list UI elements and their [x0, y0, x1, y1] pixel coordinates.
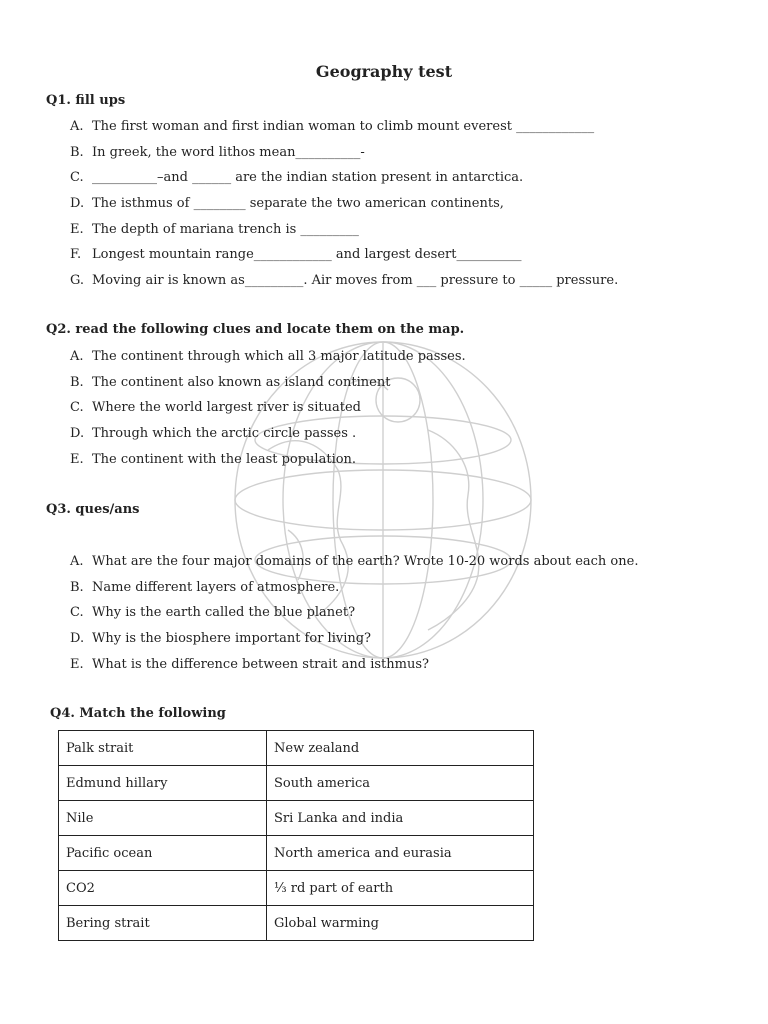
item-label: A. — [70, 554, 84, 569]
table-cell: Pacific ocean — [59, 836, 267, 871]
table-cell: Global warming — [267, 906, 534, 941]
item-text: What are the four major domains of the earth? Wrote 10-20 words about each one. — [92, 554, 639, 569]
item-text: The depth of mariana trench is _________ — [92, 221, 359, 237]
item-text: Why is the earth called the blue planet? — [92, 605, 356, 621]
table-cell: Sri Lanka and india — [267, 801, 534, 836]
table-cell: CO2 — [59, 871, 267, 906]
q2-heading: Q2. read the following clues and locate them on the map. — [46, 322, 465, 337]
item-label: G. — [70, 273, 85, 289]
table-cell: ⅓ rd part of earth — [267, 871, 534, 906]
table-cell: Bering strait — [59, 906, 267, 941]
item-text: Longest mountain range____________ and largest desert__________ — [92, 247, 522, 263]
table-row — [59, 766, 534, 801]
item-label: D. — [70, 426, 85, 442]
item-text: The continent through which all 3 major latitude passes. — [92, 349, 466, 364]
item-label: E. — [70, 221, 84, 237]
item-text: Where the world largest river is situated — [92, 400, 361, 416]
table-cell: Edmund hillary — [59, 766, 267, 801]
item-label: B. — [70, 374, 84, 390]
table-cell: North america and eurasia — [267, 836, 534, 871]
item-text: Why is the biosphere important for living? — [92, 631, 372, 647]
table-row — [59, 731, 534, 766]
page-title: Geography test — [315, 62, 453, 81]
item-label: D. — [70, 631, 85, 647]
item-label: C. — [70, 400, 84, 416]
item-text: Name different layers of atmosphere. — [92, 579, 340, 595]
item-label: F. — [70, 247, 82, 263]
q1-heading: Q1. fill ups — [46, 93, 126, 108]
q3-heading: Q3. ques/ans — [46, 502, 140, 517]
table-row — [59, 906, 534, 941]
item-text: What is the difference between strait and isthmus? — [92, 656, 429, 672]
item-text: Moving air is known as_________. Air moves from ___ pressure to _____ pressure. — [92, 273, 619, 289]
item-text: Through which the arctic circle passes . — [92, 426, 357, 442]
item-text: The isthmus of ________ separate the two american continents, — [92, 196, 504, 212]
item-text: __________–and ______ are the indian station present in antarctica. — [92, 170, 524, 186]
item-label: D. — [70, 196, 85, 212]
table-row — [59, 836, 534, 871]
table-cell: New zealand — [267, 731, 534, 766]
table-cell: Palk strait — [59, 731, 267, 766]
table-row — [59, 871, 534, 906]
item-text: The first woman and first indian woman to climb mount everest ____________ — [92, 119, 595, 134]
table-row — [59, 801, 534, 836]
item-text: In greek, the word lithos mean__________- — [92, 144, 365, 160]
item-label: A. — [70, 349, 84, 364]
item-label: C. — [70, 170, 84, 186]
match-table — [58, 730, 534, 941]
q4-heading: Q4. Match the following — [50, 706, 226, 721]
table-cell: South america — [267, 766, 534, 801]
item-label: E. — [70, 656, 84, 672]
item-label: B. — [70, 579, 84, 595]
item-label: C. — [70, 605, 84, 621]
item-label: B. — [70, 144, 84, 160]
table-cell: Nile — [59, 801, 267, 836]
item-label: E. — [70, 451, 84, 467]
item-text: The continent with the least population. — [92, 451, 357, 467]
item-text: The continent also known as island continent — [92, 374, 391, 390]
item-label: A. — [70, 119, 84, 134]
